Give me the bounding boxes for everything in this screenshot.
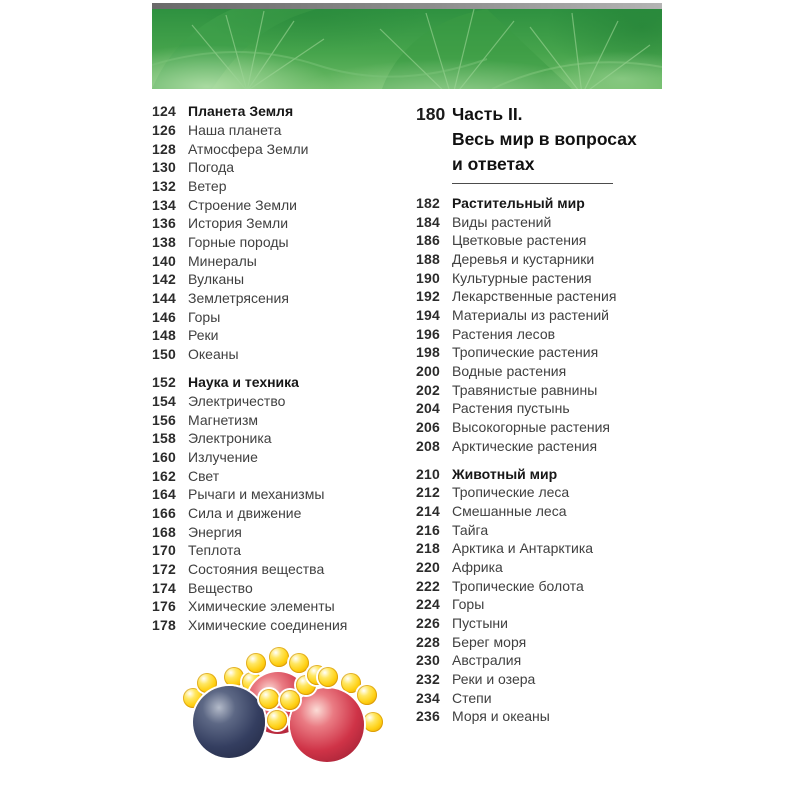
yellow-sphere	[341, 673, 361, 693]
toc-entry	[416, 418, 684, 437]
toc-page-number: 230	[416, 652, 440, 669]
toc-entry	[152, 504, 420, 523]
leaf-photo	[152, 9, 662, 89]
yellow-sphere	[183, 688, 203, 708]
toc-entry	[152, 522, 420, 541]
toc-title: Тропические леса	[452, 484, 570, 501]
toc-title: Арктика и Антарктика	[452, 540, 594, 557]
toc-title: Водные растения	[452, 362, 567, 379]
toc-entry	[416, 362, 684, 381]
toc-page-number: 152	[152, 374, 176, 391]
toc-entry	[152, 289, 420, 308]
toc-entry	[152, 578, 420, 597]
toc-page-number: 204	[416, 400, 440, 417]
toc-entry	[416, 558, 684, 577]
toc-title: Землетрясения	[188, 290, 289, 307]
toc-section-header	[152, 373, 420, 392]
part-divider-rule	[452, 183, 613, 184]
toc-page-number: 160	[152, 448, 176, 465]
toc-page-number: 210	[416, 465, 440, 482]
toc-page-number: 232	[416, 671, 440, 688]
toc-page-number: 182	[416, 194, 440, 211]
toc-page-number: 124	[152, 103, 176, 120]
toc-page-number: 186	[416, 232, 440, 249]
toc-page-number: 162	[152, 467, 176, 484]
toc-page-number: 154	[152, 392, 176, 409]
toc-title: Тропические болота	[452, 577, 584, 594]
toc-entry	[152, 616, 420, 635]
toc-title: Вещество	[188, 579, 253, 596]
toc-entry	[416, 688, 684, 707]
yellow-sphere	[267, 710, 287, 730]
toc-entry	[152, 251, 420, 270]
toc-entry	[152, 541, 420, 560]
toc-title: Вулканы	[188, 271, 245, 288]
toc-page-number: 136	[152, 215, 176, 232]
yellow-sphere	[269, 647, 289, 667]
toc-page-number: 172	[152, 560, 176, 577]
toc-title: Рычаги и механизмы	[188, 486, 325, 503]
toc-title: Химические элементы	[188, 598, 335, 615]
toc-title: Берег моря	[452, 633, 527, 650]
toc-section	[152, 373, 420, 634]
toc-page-number: 200	[416, 362, 440, 379]
toc-entry	[416, 670, 684, 689]
toc-entry	[152, 307, 420, 326]
toc-title: Теплота	[188, 542, 241, 559]
toc-entry	[152, 560, 420, 579]
toc-title: Горные породы	[188, 234, 289, 251]
toc-title: Животный мир	[452, 465, 558, 482]
toc-title: Горы	[452, 596, 485, 613]
toc-page-number: 216	[416, 521, 440, 538]
toc-entry	[416, 539, 684, 558]
toc-page-number: 134	[152, 196, 176, 213]
toc-page-number: 146	[152, 308, 176, 325]
toc-title: Смешанные леса	[452, 503, 567, 520]
toc-title: Ветер	[188, 178, 227, 195]
toc-title: Растения лесов	[452, 325, 556, 342]
toc-title: Высокогорные растения	[452, 418, 610, 435]
toc-entry	[152, 326, 420, 345]
yellow-sphere	[246, 653, 266, 673]
toc-title: Электричество	[188, 392, 286, 409]
toc-entry	[152, 214, 420, 233]
toc-page-number: 192	[416, 288, 440, 305]
toc-title: Травянистые равнины	[452, 381, 598, 398]
toc-page-number: 140	[152, 252, 176, 269]
red-sphere	[290, 688, 364, 762]
toc-entry	[416, 343, 684, 362]
toc-title: Культурные растения	[452, 269, 592, 286]
part-page-number: 180	[416, 104, 446, 124]
toc-title: Излучение	[188, 448, 258, 465]
toc-title: Степи	[452, 689, 492, 706]
toc-page-number: 226	[416, 615, 440, 632]
toc-title: Состояния вещества	[188, 560, 325, 577]
toc-page-number: 158	[152, 430, 176, 447]
toc-entry	[416, 595, 684, 614]
yellow-sphere	[307, 665, 327, 685]
toc-page-number: 170	[152, 542, 176, 559]
part-title	[452, 102, 637, 177]
toc-page-number: 198	[416, 344, 440, 361]
toc-page-number: 208	[416, 437, 440, 454]
toc-section-header	[416, 194, 684, 213]
toc-entry	[152, 177, 420, 196]
toc-title: Тайга	[452, 521, 489, 538]
toc-entry	[152, 466, 420, 485]
toc-title: Сила и движение	[188, 504, 302, 521]
toc-entry	[416, 380, 684, 399]
toc-page-number: 236	[416, 708, 440, 725]
toc-title: Растения пустынь	[452, 400, 570, 417]
toc-entry	[416, 306, 684, 325]
part-title-line: Весь мир в вопросах	[452, 129, 637, 149]
toc-section-header	[416, 464, 684, 483]
toc-entry	[152, 448, 420, 467]
yellow-sphere	[242, 672, 262, 692]
toc-page-number: 156	[152, 411, 176, 428]
toc-title: Строение Земли	[188, 196, 297, 213]
toc-page-number: 222	[416, 577, 440, 594]
toc-title: Материалы из растений	[452, 306, 609, 323]
leaf-banner	[152, 3, 662, 89]
toc-entry	[416, 287, 684, 306]
toc-entry	[152, 158, 420, 177]
toc-page-number: 130	[152, 159, 176, 176]
part-header	[416, 102, 684, 177]
toc-title: Пустыни	[452, 615, 508, 632]
toc-page-number: 142	[152, 271, 176, 288]
toc-title: Деревья и кустарники	[452, 250, 595, 267]
toc-title: Растительный мир	[452, 194, 585, 211]
toc-entry	[416, 231, 684, 250]
toc-page-number: 228	[416, 633, 440, 650]
toc-entry	[416, 268, 684, 287]
toc-page-number: 220	[416, 559, 440, 576]
toc-page-number: 188	[416, 250, 440, 267]
yellow-sphere	[357, 685, 377, 705]
toc-title: Наша планета	[188, 122, 282, 138]
toc-title: Реки	[188, 327, 219, 344]
toc-page-number: 168	[152, 523, 176, 540]
toc-page-number: 190	[416, 269, 440, 286]
toc-section	[152, 102, 420, 363]
toc-entry	[152, 429, 420, 448]
toc-title: Атмосфера Земли	[188, 140, 309, 157]
toc-title: Океаны	[188, 346, 239, 363]
toc-page-number: 132	[152, 178, 176, 195]
toc-page-number: 194	[416, 306, 440, 323]
toc-entry	[416, 520, 684, 539]
toc-title: Погода	[188, 159, 235, 176]
toc-title: История Земли	[188, 215, 289, 232]
toc-page-number: 184	[416, 213, 440, 230]
toc-entry	[416, 502, 684, 521]
toc-title: Виды растений	[452, 213, 552, 230]
yellow-sphere	[197, 673, 217, 693]
toc-title: Арктические растения	[452, 437, 598, 454]
toc-page-number: 144	[152, 290, 176, 307]
toc-title: Африка	[452, 559, 503, 576]
toc-title: Минералы	[188, 252, 257, 269]
yellow-sphere	[363, 712, 383, 732]
toc-page-number: 126	[152, 122, 176, 138]
toc-entry	[416, 632, 684, 651]
toc-title: Реки и озера	[452, 671, 536, 688]
toc-page-number: 214	[416, 503, 440, 520]
toc-page-number: 224	[416, 596, 440, 613]
toc-title: Горы	[188, 308, 221, 325]
toc-entry	[152, 121, 420, 140]
navy-sphere	[193, 686, 265, 758]
toc-entry	[416, 250, 684, 269]
toc-section-header	[152, 102, 420, 121]
yellow-sphere	[318, 667, 338, 687]
toc-title: Планета Земля	[188, 103, 294, 120]
toc-entry	[416, 324, 684, 343]
toc-page-number: 148	[152, 327, 176, 344]
yellow-sphere	[289, 653, 309, 673]
toc-entry	[152, 345, 420, 364]
toc-entry	[152, 410, 420, 429]
toc-entry	[416, 212, 684, 231]
yellow-sphere	[280, 690, 300, 710]
toc-entry	[152, 485, 420, 504]
toc-page-number: 206	[416, 418, 440, 435]
toc-left-column	[152, 102, 420, 634]
toc-page-number: 166	[152, 504, 176, 521]
toc-section	[416, 194, 684, 455]
toc-page-number: 138	[152, 234, 176, 251]
toc-title: Австралия	[452, 652, 522, 669]
toc-page-number: 218	[416, 540, 440, 557]
toc-entry	[416, 707, 684, 726]
toc-right-column	[416, 102, 684, 726]
toc-page-number: 196	[416, 325, 440, 342]
toc-title: Энергия	[188, 523, 242, 540]
toc-title: Магнетизм	[188, 411, 259, 428]
toc-page-number: 202	[416, 381, 440, 398]
toc-entry	[416, 576, 684, 595]
toc-entry	[152, 195, 420, 214]
part-title-line: Часть II.	[452, 104, 523, 124]
toc-title: Химические соединения	[188, 616, 348, 633]
toc-title: Цветковые растения	[452, 232, 587, 249]
toc-page-number: 150	[152, 346, 176, 363]
toc-page-number: 234	[416, 689, 440, 706]
toc-entry	[416, 614, 684, 633]
toc-page-number: 212	[416, 484, 440, 501]
toc-page-number: 128	[152, 140, 176, 157]
part-title-line: и ответах	[452, 154, 535, 174]
toc-entry	[416, 436, 684, 455]
toc-title: Лекарственные растения	[452, 288, 617, 305]
toc-page-number: 164	[152, 486, 176, 503]
yellow-sphere	[296, 675, 316, 695]
toc-title: Тропические растения	[452, 344, 599, 361]
toc-entry	[416, 483, 684, 502]
toc-entry	[152, 392, 420, 411]
yellow-sphere	[259, 689, 279, 709]
toc-page-number: 178	[152, 616, 176, 633]
red-sphere	[247, 672, 309, 734]
yellow-sphere	[224, 667, 244, 687]
toc-title: Электроника	[188, 430, 272, 447]
toc-entry	[416, 651, 684, 670]
toc-entry	[152, 139, 420, 158]
toc-entry	[416, 399, 684, 418]
toc-entry	[152, 270, 420, 289]
toc-title: Моря и океаны	[452, 708, 550, 725]
toc-title: Свет	[188, 467, 220, 484]
toc-page-number: 176	[152, 598, 176, 615]
toc-title: Наука и техника	[188, 374, 299, 391]
toc-entry	[152, 233, 420, 252]
toc-page-number: 174	[152, 579, 176, 596]
toc-entry	[152, 597, 420, 616]
toc-section	[416, 464, 684, 725]
